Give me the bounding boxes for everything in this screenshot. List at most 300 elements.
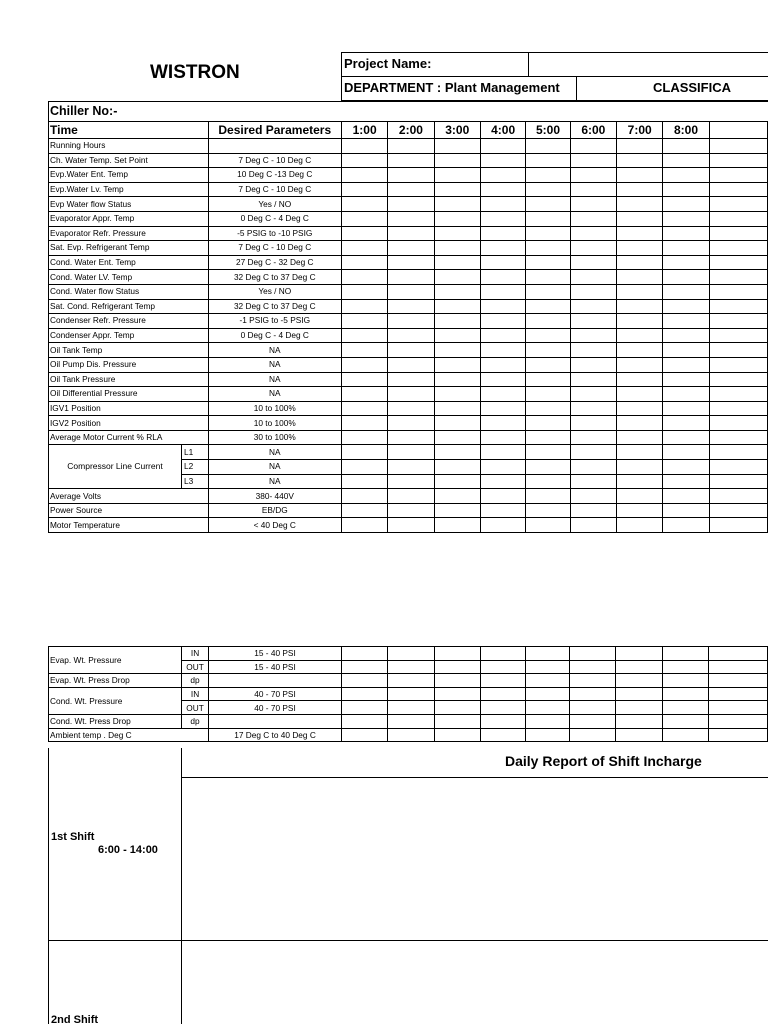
- reading-hour-cell[interactable]: [616, 647, 662, 661]
- reading-hour-cell[interactable]: [570, 401, 616, 416]
- reading-hour-cell[interactable]: [341, 270, 387, 285]
- reading-hour-cell[interactable]: [480, 701, 525, 715]
- reading-hour-cell[interactable]: [388, 489, 434, 504]
- reading-hour-cell[interactable]: [341, 153, 387, 168]
- reading-hour-cell[interactable]: [663, 460, 709, 475]
- reading-hour-cell[interactable]: [434, 139, 480, 154]
- reading-hour-cell[interactable]: [570, 474, 616, 489]
- reading-hour-cell[interactable]: [570, 284, 616, 299]
- reading-hour-cell[interactable]: [526, 226, 570, 241]
- reading-hour-cell[interactable]: [434, 357, 480, 372]
- reading-hour-cell[interactable]: [663, 139, 709, 154]
- reading-hour-cell[interactable]: [662, 714, 708, 728]
- reading-hour-cell[interactable]: [480, 416, 525, 431]
- reading-hour-cell[interactable]: [662, 701, 708, 715]
- reading-hour-cell[interactable]: [525, 647, 569, 661]
- reading-hour-cell[interactable]: [388, 314, 434, 329]
- reading-hour-cell[interactable]: [570, 153, 616, 168]
- reading-hour-cell[interactable]: [480, 660, 525, 674]
- reading-hour-cell[interactable]: [341, 372, 387, 387]
- reading-hour-cell[interactable]: [526, 153, 570, 168]
- reading-hour-cell[interactable]: [570, 489, 616, 504]
- reading-hour-cell[interactable]: [341, 357, 387, 372]
- reading-hour-cell[interactable]: [663, 445, 709, 460]
- reading-hour-cell[interactable]: [709, 401, 767, 416]
- reading-hour-cell[interactable]: [617, 226, 663, 241]
- reading-hour-cell[interactable]: [388, 328, 434, 343]
- reading-hour-cell[interactable]: [342, 701, 388, 715]
- reading-hour-cell[interactable]: [480, 503, 525, 518]
- reading-hour-cell[interactable]: [341, 284, 387, 299]
- reading-hour-cell[interactable]: [480, 430, 525, 445]
- reading-hour-cell[interactable]: [709, 489, 767, 504]
- reading-hour-cell[interactable]: [570, 328, 616, 343]
- reading-hour-cell[interactable]: [434, 255, 480, 270]
- reading-hour-cell[interactable]: [388, 647, 434, 661]
- reading-hour-cell[interactable]: [388, 503, 434, 518]
- reading-hour-cell[interactable]: [526, 372, 570, 387]
- reading-hour-cell[interactable]: [434, 153, 480, 168]
- reading-hour-cell[interactable]: [570, 714, 616, 728]
- reading-hour-cell[interactable]: [341, 460, 387, 475]
- reading-hour-cell[interactable]: [480, 182, 525, 197]
- reading-hour-cell[interactable]: [709, 241, 767, 256]
- reading-hour-cell[interactable]: [709, 270, 767, 285]
- reading-hour-cell[interactable]: [480, 387, 525, 402]
- reading-hour-cell[interactable]: [526, 445, 570, 460]
- reading-hour-cell[interactable]: [434, 328, 480, 343]
- reading-hour-cell[interactable]: [526, 460, 570, 475]
- reading-hour-cell[interactable]: [341, 474, 387, 489]
- reading-hour-cell[interactable]: [480, 255, 525, 270]
- reading-hour-cell[interactable]: [663, 416, 709, 431]
- reading-hour-cell[interactable]: [525, 674, 569, 688]
- reading-hour-cell[interactable]: [480, 489, 525, 504]
- reading-hour-cell[interactable]: [480, 168, 525, 183]
- reading-hour-cell[interactable]: [341, 445, 387, 460]
- reading-hour-cell[interactable]: [480, 299, 525, 314]
- reading-hour-cell[interactable]: [388, 357, 434, 372]
- reading-hour-cell[interactable]: [709, 460, 767, 475]
- reading-hour-cell[interactable]: [709, 153, 767, 168]
- reading-hour-cell[interactable]: [663, 503, 709, 518]
- reading-hour-cell[interactable]: [480, 328, 525, 343]
- reading-hour-cell[interactable]: [342, 714, 388, 728]
- reading-hour-cell[interactable]: [526, 197, 570, 212]
- reading-hour-cell[interactable]: [434, 343, 480, 358]
- reading-hour-cell[interactable]: [662, 687, 708, 701]
- reading-hour-cell[interactable]: [434, 460, 480, 475]
- reading-hour-cell[interactable]: [526, 518, 570, 533]
- reading-hour-cell[interactable]: [708, 674, 767, 688]
- reading-hour-cell[interactable]: [616, 728, 662, 742]
- reading-hour-cell[interactable]: [709, 182, 767, 197]
- reading-hour-cell[interactable]: [570, 197, 616, 212]
- reading-hour-cell[interactable]: [617, 270, 663, 285]
- reading-hour-cell[interactable]: [526, 241, 570, 256]
- reading-hour-cell[interactable]: [341, 343, 387, 358]
- reading-hour-cell[interactable]: [341, 518, 387, 533]
- reading-hour-cell[interactable]: [434, 182, 480, 197]
- reading-hour-cell[interactable]: [525, 728, 569, 742]
- reading-hour-cell[interactable]: [570, 701, 616, 715]
- reading-hour-cell[interactable]: [663, 518, 709, 533]
- reading-hour-cell[interactable]: [709, 518, 767, 533]
- reading-hour-cell[interactable]: [709, 343, 767, 358]
- reading-hour-cell[interactable]: [434, 728, 480, 742]
- reading-hour-cell[interactable]: [663, 430, 709, 445]
- reading-hour-cell[interactable]: [480, 241, 525, 256]
- reading-hour-cell[interactable]: [341, 314, 387, 329]
- reading-hour-cell[interactable]: [342, 660, 388, 674]
- reading-hour-cell[interactable]: [617, 153, 663, 168]
- reading-hour-cell[interactable]: [526, 387, 570, 402]
- reading-hour-cell[interactable]: [388, 299, 434, 314]
- reading-hour-cell[interactable]: [617, 255, 663, 270]
- reading-hour-cell[interactable]: [434, 474, 480, 489]
- reading-hour-cell[interactable]: [616, 660, 662, 674]
- reading-hour-cell[interactable]: [526, 328, 570, 343]
- reading-hour-cell[interactable]: [526, 357, 570, 372]
- reading-hour-cell[interactable]: [570, 211, 616, 226]
- reading-hour-cell[interactable]: [480, 211, 525, 226]
- reading-hour-cell[interactable]: [617, 416, 663, 431]
- reading-hour-cell[interactable]: [617, 328, 663, 343]
- reading-hour-cell[interactable]: [663, 211, 709, 226]
- reading-hour-cell[interactable]: [663, 168, 709, 183]
- reading-hour-cell[interactable]: [480, 728, 525, 742]
- reading-hour-cell[interactable]: [341, 430, 387, 445]
- reading-hour-cell[interactable]: [526, 299, 570, 314]
- reading-hour-cell[interactable]: [617, 387, 663, 402]
- reading-hour-cell[interactable]: [617, 241, 663, 256]
- reading-hour-cell[interactable]: [709, 314, 767, 329]
- reading-hour-cell[interactable]: [617, 430, 663, 445]
- reading-hour-cell[interactable]: [617, 139, 663, 154]
- reading-hour-cell[interactable]: [662, 674, 708, 688]
- reading-hour-cell[interactable]: [570, 647, 616, 661]
- reading-hour-cell[interactable]: [480, 284, 525, 299]
- reading-hour-cell[interactable]: [434, 714, 480, 728]
- reading-hour-cell[interactable]: [434, 372, 480, 387]
- reading-hour-cell[interactable]: [526, 503, 570, 518]
- reading-hour-cell[interactable]: [663, 328, 709, 343]
- reading-hour-cell[interactable]: [434, 489, 480, 504]
- reading-hour-cell[interactable]: [709, 299, 767, 314]
- reading-hour-cell[interactable]: [708, 647, 767, 661]
- reading-hour-cell[interactable]: [480, 401, 525, 416]
- reading-hour-cell[interactable]: [526, 416, 570, 431]
- reading-hour-cell[interactable]: [388, 660, 434, 674]
- reading-hour-cell[interactable]: [570, 430, 616, 445]
- reading-hour-cell[interactable]: [480, 714, 525, 728]
- reading-hour-cell[interactable]: [341, 241, 387, 256]
- reading-hour-cell[interactable]: [480, 518, 525, 533]
- reading-hour-cell[interactable]: [341, 401, 387, 416]
- reading-hour-cell[interactable]: [388, 518, 434, 533]
- reading-hour-cell[interactable]: [617, 357, 663, 372]
- reading-hour-cell[interactable]: [616, 701, 662, 715]
- reading-hour-cell[interactable]: [526, 401, 570, 416]
- reading-hour-cell[interactable]: [570, 343, 616, 358]
- reading-hour-cell[interactable]: [342, 674, 388, 688]
- reading-hour-cell[interactable]: [388, 416, 434, 431]
- reading-hour-cell[interactable]: [388, 182, 434, 197]
- reading-hour-cell[interactable]: [709, 139, 767, 154]
- reading-hour-cell[interactable]: [663, 284, 709, 299]
- reading-hour-cell[interactable]: [526, 430, 570, 445]
- reading-hour-cell[interactable]: [341, 328, 387, 343]
- reading-hour-cell[interactable]: [526, 343, 570, 358]
- reading-hour-cell[interactable]: [570, 660, 616, 674]
- reading-hour-cell[interactable]: [388, 474, 434, 489]
- reading-hour-cell[interactable]: [434, 660, 480, 674]
- reading-hour-cell[interactable]: [341, 168, 387, 183]
- reading-hour-cell[interactable]: [663, 299, 709, 314]
- reading-hour-cell[interactable]: [388, 674, 434, 688]
- reading-hour-cell[interactable]: [525, 714, 569, 728]
- reading-hour-cell[interactable]: [480, 474, 525, 489]
- reading-hour-cell[interactable]: [617, 314, 663, 329]
- reading-hour-cell[interactable]: [570, 674, 616, 688]
- reading-hour-cell[interactable]: [617, 211, 663, 226]
- reading-hour-cell[interactable]: [480, 687, 525, 701]
- reading-hour-cell[interactable]: [570, 416, 616, 431]
- reading-hour-cell[interactable]: [434, 430, 480, 445]
- reading-hour-cell[interactable]: [617, 474, 663, 489]
- reading-hour-cell[interactable]: [388, 401, 434, 416]
- reading-hour-cell[interactable]: [480, 445, 525, 460]
- reading-hour-cell[interactable]: [570, 168, 616, 183]
- reading-hour-cell[interactable]: [480, 139, 525, 154]
- reading-hour-cell[interactable]: [525, 701, 569, 715]
- reading-hour-cell[interactable]: [617, 299, 663, 314]
- reading-hour-cell[interactable]: [388, 687, 434, 701]
- reading-hour-cell[interactable]: [434, 416, 480, 431]
- reading-hour-cell[interactable]: [570, 372, 616, 387]
- reading-hour-cell[interactable]: [709, 168, 767, 183]
- reading-hour-cell[interactable]: [617, 445, 663, 460]
- reading-hour-cell[interactable]: [434, 168, 480, 183]
- reading-hour-cell[interactable]: [480, 647, 525, 661]
- reading-hour-cell[interactable]: [526, 314, 570, 329]
- reading-hour-cell[interactable]: [341, 211, 387, 226]
- reading-hour-cell[interactable]: [388, 153, 434, 168]
- reading-hour-cell[interactable]: [388, 168, 434, 183]
- reading-hour-cell[interactable]: [570, 299, 616, 314]
- reading-hour-cell[interactable]: [526, 182, 570, 197]
- reading-hour-cell[interactable]: [708, 714, 767, 728]
- reading-hour-cell[interactable]: [526, 474, 570, 489]
- reading-hour-cell[interactable]: [709, 474, 767, 489]
- reading-hour-cell[interactable]: [341, 226, 387, 241]
- reading-hour-cell[interactable]: [434, 503, 480, 518]
- reading-hour-cell[interactable]: [570, 387, 616, 402]
- reading-hour-cell[interactable]: [434, 197, 480, 212]
- reading-hour-cell[interactable]: [616, 674, 662, 688]
- reading-hour-cell[interactable]: [525, 660, 569, 674]
- reading-hour-cell[interactable]: [526, 284, 570, 299]
- reading-hour-cell[interactable]: [341, 299, 387, 314]
- reading-hour-cell[interactable]: [388, 270, 434, 285]
- reading-hour-cell[interactable]: [570, 518, 616, 533]
- reading-hour-cell[interactable]: [709, 372, 767, 387]
- reading-hour-cell[interactable]: [388, 714, 434, 728]
- reading-hour-cell[interactable]: [388, 284, 434, 299]
- reading-hour-cell[interactable]: [526, 255, 570, 270]
- reading-hour-cell[interactable]: [663, 357, 709, 372]
- reading-hour-cell[interactable]: [709, 430, 767, 445]
- reading-hour-cell[interactable]: [434, 284, 480, 299]
- reading-hour-cell[interactable]: [709, 416, 767, 431]
- reading-hour-cell[interactable]: [525, 687, 569, 701]
- reading-hour-cell[interactable]: [434, 518, 480, 533]
- reading-hour-cell[interactable]: [663, 241, 709, 256]
- reading-hour-cell[interactable]: [526, 168, 570, 183]
- reading-hour-cell[interactable]: [434, 299, 480, 314]
- reading-hour-cell[interactable]: [480, 343, 525, 358]
- reading-hour-cell[interactable]: [570, 503, 616, 518]
- reading-hour-cell[interactable]: [663, 343, 709, 358]
- reading-hour-cell[interactable]: [342, 647, 388, 661]
- reading-hour-cell[interactable]: [388, 430, 434, 445]
- reading-hour-cell[interactable]: [388, 255, 434, 270]
- reading-hour-cell[interactable]: [526, 270, 570, 285]
- reading-hour-cell[interactable]: [434, 226, 480, 241]
- reading-hour-cell[interactable]: [617, 460, 663, 475]
- reading-hour-cell[interactable]: [662, 660, 708, 674]
- reading-hour-cell[interactable]: [709, 284, 767, 299]
- reading-hour-cell[interactable]: [388, 387, 434, 402]
- reading-hour-cell[interactable]: [570, 728, 616, 742]
- reading-hour-cell[interactable]: [663, 255, 709, 270]
- reading-hour-cell[interactable]: [617, 284, 663, 299]
- reading-hour-cell[interactable]: [480, 314, 525, 329]
- reading-hour-cell[interactable]: [434, 314, 480, 329]
- reading-hour-cell[interactable]: [570, 255, 616, 270]
- reading-hour-cell[interactable]: [341, 503, 387, 518]
- reading-hour-cell[interactable]: [570, 460, 616, 475]
- reading-hour-cell[interactable]: [662, 647, 708, 661]
- reading-hour-cell[interactable]: [709, 445, 767, 460]
- reading-hour-cell[interactable]: [480, 460, 525, 475]
- reading-hour-cell[interactable]: [341, 255, 387, 270]
- reading-hour-cell[interactable]: [617, 518, 663, 533]
- reading-hour-cell[interactable]: [709, 357, 767, 372]
- reading-hour-cell[interactable]: [617, 343, 663, 358]
- reading-hour-cell[interactable]: [526, 489, 570, 504]
- reading-hour-cell[interactable]: [662, 728, 708, 742]
- reading-hour-cell[interactable]: [663, 489, 709, 504]
- reading-hour-cell[interactable]: [388, 226, 434, 241]
- reading-hour-cell[interactable]: [434, 211, 480, 226]
- reading-hour-cell[interactable]: [663, 372, 709, 387]
- reading-hour-cell[interactable]: [616, 687, 662, 701]
- reading-hour-cell[interactable]: [434, 701, 480, 715]
- reading-hour-cell[interactable]: [434, 401, 480, 416]
- reading-hour-cell[interactable]: [708, 728, 767, 742]
- reading-hour-cell[interactable]: [709, 197, 767, 212]
- reading-hour-cell[interactable]: [709, 503, 767, 518]
- reading-hour-cell[interactable]: [434, 647, 480, 661]
- reading-hour-cell[interactable]: [709, 328, 767, 343]
- reading-hour-cell[interactable]: [341, 197, 387, 212]
- reading-hour-cell[interactable]: [570, 270, 616, 285]
- reading-hour-cell[interactable]: [663, 314, 709, 329]
- reading-hour-cell[interactable]: [663, 401, 709, 416]
- reading-hour-cell[interactable]: [341, 416, 387, 431]
- reading-hour-cell[interactable]: [617, 182, 663, 197]
- reading-hour-cell[interactable]: [570, 687, 616, 701]
- reading-hour-cell[interactable]: [434, 687, 480, 701]
- reading-hour-cell[interactable]: [570, 182, 616, 197]
- reading-hour-cell[interactable]: [663, 197, 709, 212]
- reading-hour-cell[interactable]: [388, 728, 434, 742]
- reading-hour-cell[interactable]: [616, 714, 662, 728]
- reading-hour-cell[interactable]: [708, 660, 767, 674]
- reading-hour-cell[interactable]: [434, 387, 480, 402]
- reading-hour-cell[interactable]: [434, 241, 480, 256]
- reading-hour-cell[interactable]: [709, 211, 767, 226]
- reading-hour-cell[interactable]: [388, 139, 434, 154]
- reading-hour-cell[interactable]: [480, 372, 525, 387]
- reading-hour-cell[interactable]: [342, 687, 388, 701]
- reading-hour-cell[interactable]: [388, 211, 434, 226]
- reading-hour-cell[interactable]: [709, 226, 767, 241]
- reading-hour-cell[interactable]: [434, 270, 480, 285]
- reading-hour-cell[interactable]: [617, 372, 663, 387]
- reading-hour-cell[interactable]: [480, 674, 525, 688]
- reading-hour-cell[interactable]: [617, 197, 663, 212]
- reading-hour-cell[interactable]: [388, 460, 434, 475]
- reading-hour-cell[interactable]: [617, 489, 663, 504]
- reading-hour-cell[interactable]: [663, 270, 709, 285]
- reading-hour-cell[interactable]: [341, 182, 387, 197]
- reading-hour-cell[interactable]: [388, 372, 434, 387]
- reading-hour-cell[interactable]: [570, 139, 616, 154]
- reading-hour-cell[interactable]: [480, 226, 525, 241]
- reading-hour-cell[interactable]: [570, 357, 616, 372]
- reading-hour-cell[interactable]: [480, 270, 525, 285]
- reading-hour-cell[interactable]: [570, 241, 616, 256]
- reading-hour-cell[interactable]: [526, 211, 570, 226]
- reading-hour-cell[interactable]: [388, 197, 434, 212]
- reading-hour-cell[interactable]: [341, 387, 387, 402]
- reading-hour-cell[interactable]: [570, 226, 616, 241]
- reading-hour-cell[interactable]: [663, 182, 709, 197]
- reading-hour-cell[interactable]: [342, 728, 388, 742]
- reading-hour-cell[interactable]: [341, 139, 387, 154]
- reading-hour-cell[interactable]: [434, 445, 480, 460]
- reading-hour-cell[interactable]: [526, 139, 570, 154]
- reading-hour-cell[interactable]: [709, 255, 767, 270]
- reading-hour-cell[interactable]: [617, 168, 663, 183]
- reading-hour-cell[interactable]: [709, 387, 767, 402]
- reading-hour-cell[interactable]: [434, 674, 480, 688]
- reading-hour-cell[interactable]: [708, 687, 767, 701]
- reading-hour-cell[interactable]: [708, 701, 767, 715]
- reading-hour-cell[interactable]: [388, 701, 434, 715]
- reading-hour-cell[interactable]: [341, 489, 387, 504]
- reading-hour-cell[interactable]: [663, 387, 709, 402]
- reading-hour-cell[interactable]: [480, 197, 525, 212]
- reading-hour-cell[interactable]: [617, 503, 663, 518]
- reading-hour-cell[interactable]: [570, 445, 616, 460]
- reading-hour-cell[interactable]: [388, 241, 434, 256]
- reading-hour-cell[interactable]: [663, 153, 709, 168]
- reading-hour-cell[interactable]: [570, 314, 616, 329]
- reading-hour-cell[interactable]: [663, 226, 709, 241]
